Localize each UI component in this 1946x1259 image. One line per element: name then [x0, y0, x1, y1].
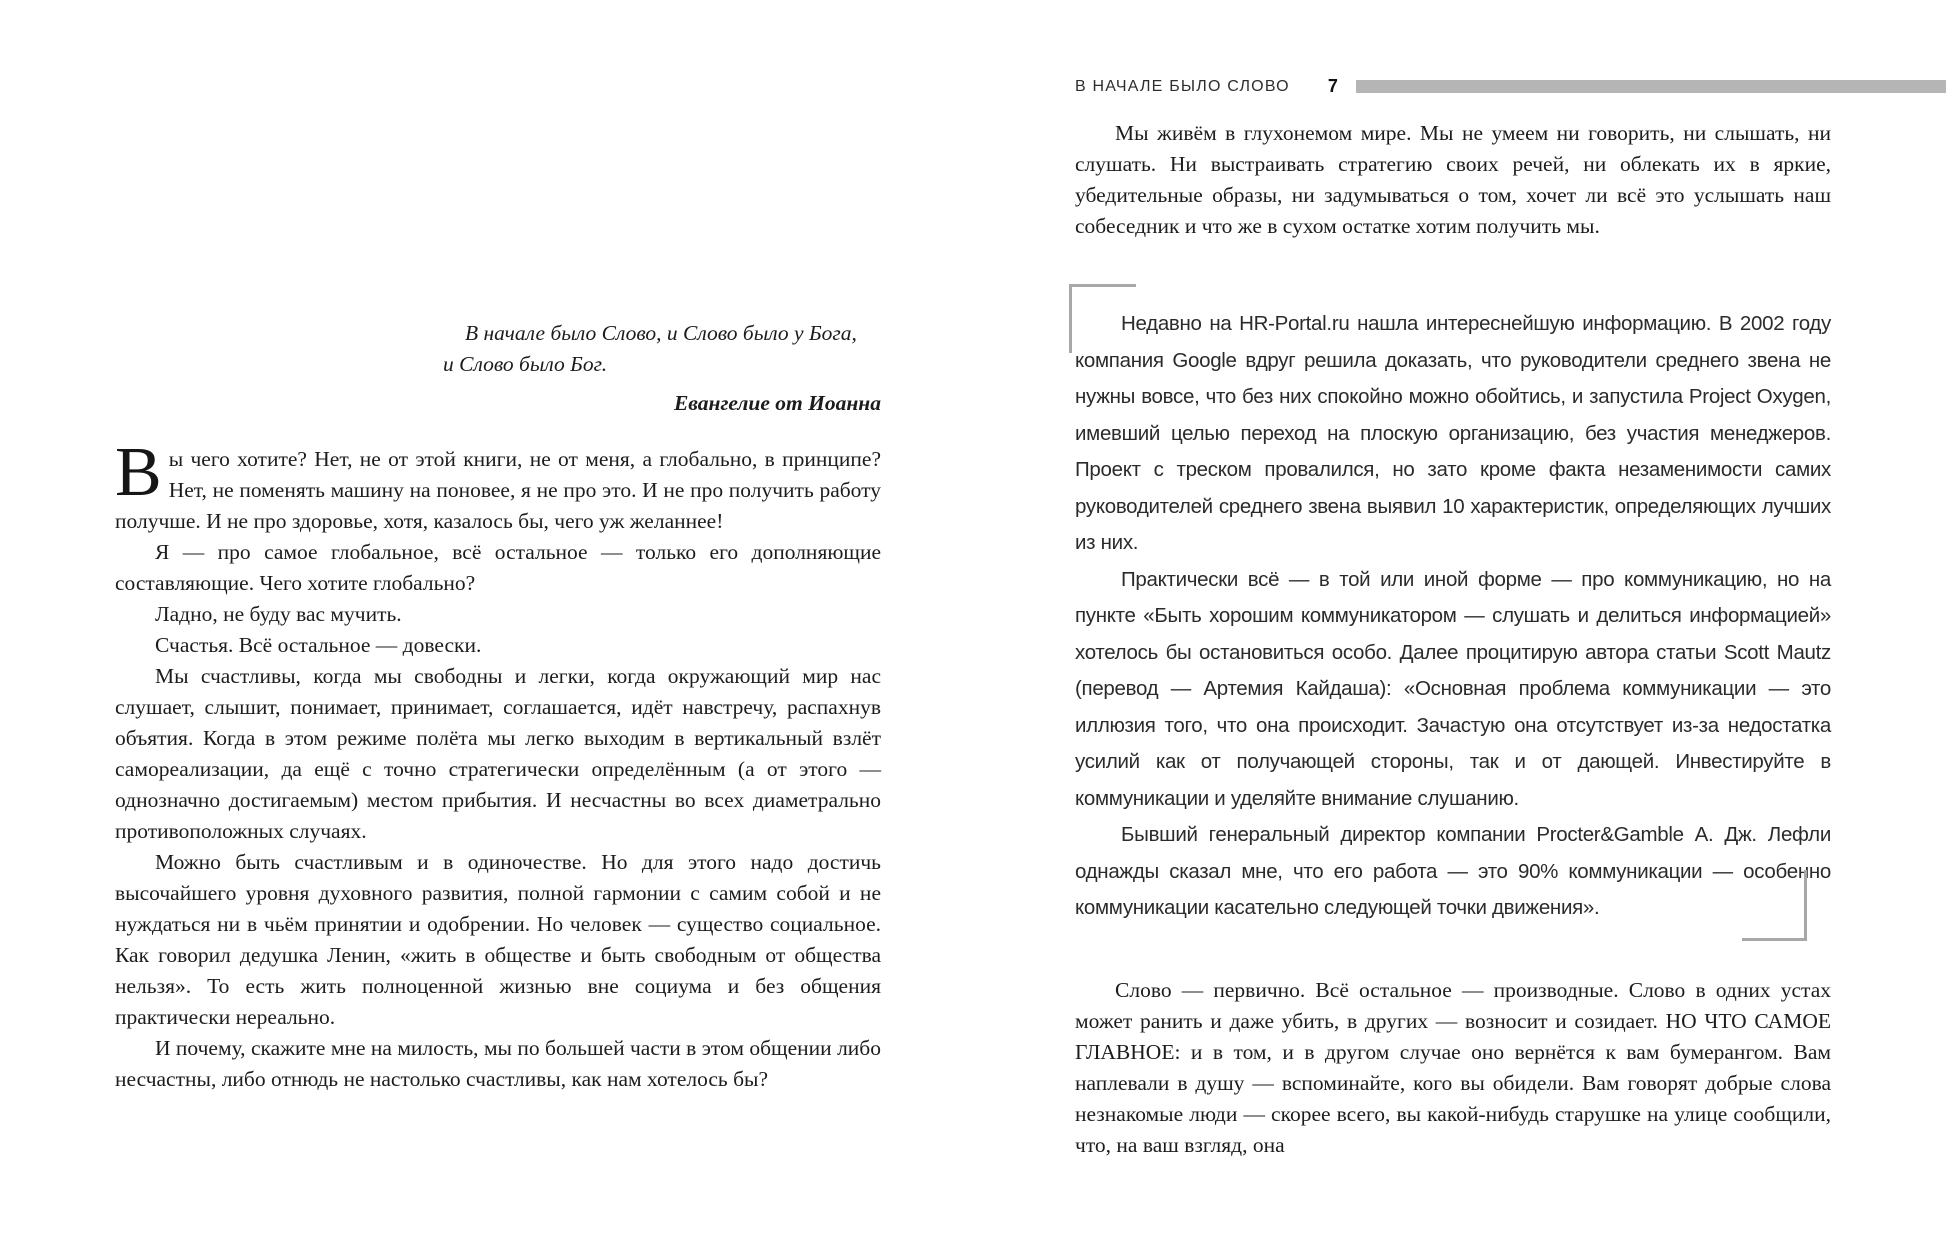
paragraph-with-dropcap	[115, 434, 881, 537]
quote-paragraph: Бывший генеральный директор компании Procter&Gamble А. Дж. Лефли однажды сказал мне, что его работа — это 90% коммуникации — особенно коммуникации касательно следующей точки движения».	[1075, 823, 1831, 919]
left-page-body	[115, 434, 881, 1095]
epigraph	[443, 318, 881, 380]
left-page	[115, 0, 881, 1095]
quote-bracket-top-left-icon	[1069, 284, 1136, 353]
pull-quote-block	[1075, 306, 1831, 927]
intro-paragraph: Мы живём в глухонемом мире. Мы не умеем ни говорить, ни слышать, ни слушать. Ни выстраивать стратегию своих речей, ни облекать их в яркие, убедительные образы, ни задумываться о том, хочет ли всё это услышать наш собеседник и что же в сухом остатке хотим получить мы.	[1075, 121, 1831, 238]
epigraph-line-2: и Слово было Бог.	[443, 352, 608, 376]
header-bar-divider	[1356, 80, 1946, 93]
paragraph: Можно быть счастливым и в одиночестве. Но для этого надо достичь высочайшего уровня духовного развития, полной гармонии с самим собой и не нуждаться ни в чьём принятии и одобрении. Но человек — существо социальное. Как говорил дедушка Ленин, «жить в обществе и быть свободным от общества нельзя». То есть жить полноценной жизнью вне социума и без общения практически нереально.	[115, 850, 881, 1029]
paragraph: Ладно, не буду вас мучить.	[155, 602, 402, 626]
running-head	[1075, 76, 1946, 97]
paragraph: Я — про самое глобальное, всё остальное — только его дополняющие составляющие. Чего хотите глобально?	[115, 540, 881, 595]
page-number: 7	[1327, 76, 1338, 96]
quote-bracket-bottom-right-icon	[1742, 870, 1807, 941]
epigraph-attribution: Евангелие от Иоанна	[673, 391, 881, 415]
quote-paragraph: Недавно на HR-Portal.ru нашла интереснейшую информацию. В 2002 году компания Google вдруг решила доказать, что руководители среднего звена не нужны вовсе, что без них спокойно можно обойтись, и запустила Project Oxygen, имевший целью переход на плоскую организацию, без участия менеджеров. Проект с треском провалился, но зато кроме факта незаменимости самих руководителей среднего звена выявил 10 характеристик, определяющих лучших из них.	[1075, 312, 1831, 554]
chapter-title: В НАЧАЛЕ БЫЛО СЛОВО	[1075, 77, 1290, 95]
quote-paragraph: Практически всё — в той или иной форме — про коммуникацию, но на пункте «Быть хорошим коммуникатором — слушать и делиться информацией» хотелось бы остановиться особо. Далее процитирую автора статьи Scott Mautz (перевод — Артемия Кайдаша): «Основная проблема коммуникации — это иллюзия того, что она происходит. Зачастую она отсутствует из-за недостатка усилий как от получающей стороны, так и от дающей. Инвестируйте в коммуникации и уделяйте внимание слушанию.	[1075, 567, 1831, 810]
paragraph: И почему, скажите мне на милость, мы по большей части в этом общении либо несчастны, либо отнюдь не настолько счастливы, как нам хотелось бы?	[115, 1036, 881, 1091]
paragraph: Мы счастливы, когда мы свободны и легки, когда окружающий мир нас слушает, слышит, понимает, принимает, соглашается, идёт навстречу, распахнув объятия. Когда в этом режиме полёта мы легко выходим в вертикальный взлёт самореализации, да ещё с точно стратегически определённым (а от этого — однозначно достигаемым) местом прибытия. И несчастны во всех диаметрально противоположных случаях.	[115, 664, 881, 843]
paragraph: Счастья. Всё остальное — довески.	[155, 633, 482, 657]
drop-cap-letter: В	[115, 434, 161, 511]
paragraph-text: ы чего хотите? Нет, не от этой книги, не от меня, а глобально, в принципе? Нет, не поменять машину на поновее, я не про это. И не про получить работу получше. И не про здоровье, хотя, казалось бы, чего уж желаннее!	[115, 447, 881, 533]
closing-paragraph: Слово — первично. Всё остальное — производные. Слово в одних устах может ранить и даже убить, в других — возносит и созидает. НО ЧТО САМОЕ ГЛАВНОЕ: и в том, и в другом случае оно вернётся к вам бумерангом. Вам наплевали в душу — вспоминайте, кого вы обидели. Вам говорят добрые слова незнакомые люди — скорее всего, вы какой-нибудь старушке на улице сообщили, что, на ваш взгляд, она	[1075, 977, 1831, 1157]
right-page	[1075, 118, 1831, 1161]
epigraph-line-1: В начале было Слово, и Слово было у Бога,	[465, 321, 857, 345]
